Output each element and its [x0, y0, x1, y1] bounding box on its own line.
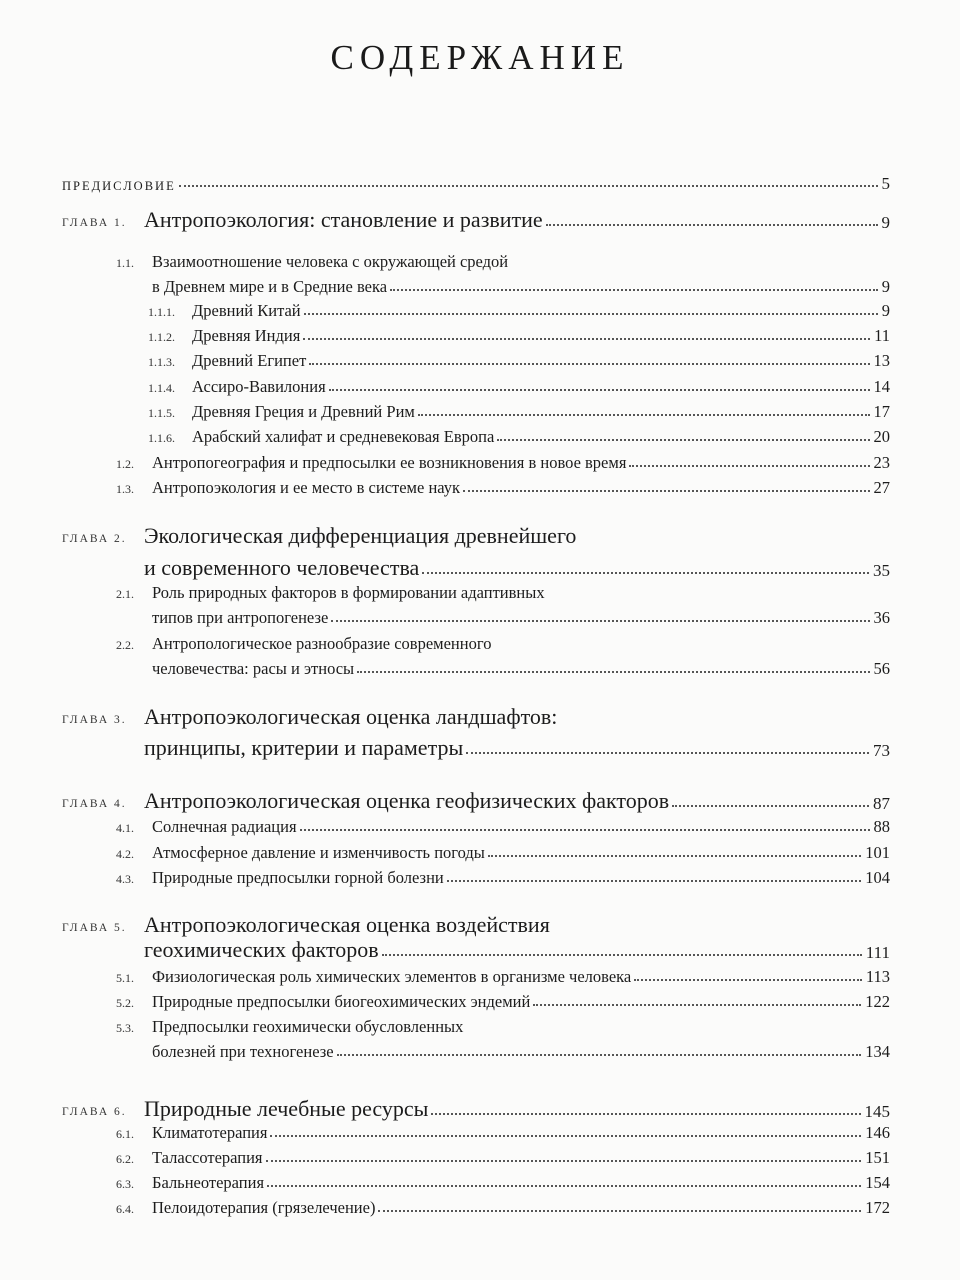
toc-entry-preface	[62, 175, 890, 192]
toc-section	[62, 1150, 890, 1167]
toc-section	[62, 636, 890, 653]
subsection-number: 1.1.6.	[148, 430, 175, 445]
dot-leader	[357, 671, 869, 673]
toc-page-number: 9	[881, 301, 890, 320]
toc-section	[62, 455, 890, 472]
dot-leader	[309, 363, 869, 365]
subsection-title: Древняя Греция и Древний Рим	[192, 402, 415, 421]
toc-chapter-continued	[62, 557, 890, 579]
toc-section	[62, 1175, 890, 1192]
toc-page-number: 13	[873, 351, 890, 370]
chapter-prefix: ГЛАВА 6.	[62, 1105, 127, 1118]
toc-subsection	[62, 404, 890, 421]
toc-section	[62, 845, 890, 862]
subsection-title: Ассиро-Вавилония	[192, 377, 326, 396]
dot-leader	[466, 752, 869, 754]
toc-section	[62, 480, 890, 497]
section-title: Антропогеография и предпосылки ее возникновения в новое время	[152, 453, 627, 472]
dot-leader	[431, 1113, 860, 1115]
toc-page-number: 11	[874, 326, 890, 345]
toc-section	[62, 585, 890, 602]
page-title: СОДЕРЖАНИЕ	[330, 38, 630, 77]
chapter-prefix: ГЛАВА 3.	[62, 713, 127, 726]
toc-page-number: 88	[873, 817, 890, 836]
toc-page-number: 9	[881, 213, 890, 232]
chapter-title: геохимических факторов	[144, 937, 379, 962]
section-number: 6.2.	[116, 1151, 134, 1166]
chapter-title: Антропоэкологическая оценка геофизических факторов	[144, 788, 670, 813]
toc-page-number: 9	[881, 277, 890, 296]
toc-page-number: 122	[865, 992, 890, 1011]
subsection-number: 1.1.5.	[148, 405, 175, 420]
toc-page-number: 14	[873, 377, 890, 396]
toc-section	[62, 969, 890, 986]
chapter-title: Антропоэкологическая оценка ландшафтов:	[144, 704, 558, 729]
chapter-title: Природные лечебные ресурсы	[144, 1096, 429, 1121]
toc-subsection	[62, 429, 890, 446]
dot-leader	[447, 880, 862, 882]
toc-chapter-3	[62, 706, 890, 728]
chapter-title: Экологическая дифференциация древнейшего	[144, 523, 577, 548]
section-title: Природные предпосылки горной болезни	[152, 868, 444, 887]
subsection-number: 1.1.3.	[148, 354, 175, 369]
chapter-title: Антропоэкология: становление и развитие	[144, 207, 543, 232]
dot-leader	[546, 224, 878, 226]
subsection-title: Древний Египет	[192, 351, 307, 370]
section-title: болезней при техногенезе	[152, 1042, 334, 1061]
toc-entry-title: ПРЕДИСЛОВИЕ	[62, 178, 176, 193]
toc-page-number: 146	[865, 1123, 890, 1142]
toc-section	[62, 1125, 890, 1142]
toc-page-number: 101	[865, 843, 890, 862]
dot-leader	[488, 855, 861, 857]
section-number: 6.4.	[116, 1201, 134, 1216]
dot-leader	[331, 620, 869, 622]
section-title: человечества: расы и этносы	[152, 659, 355, 678]
dot-leader	[304, 313, 878, 315]
dot-leader	[267, 1185, 861, 1187]
section-number: 5.2.	[116, 995, 134, 1010]
toc-chapter-1	[62, 209, 890, 231]
subsection-number: 1.1.1.	[148, 304, 175, 319]
section-title: Предпосылки геохимически обусловленных	[152, 1017, 464, 1036]
dot-leader	[179, 185, 878, 187]
toc-section-continued	[62, 279, 890, 296]
section-title: Роль природных факторов в формировании адаптивных	[152, 583, 545, 602]
toc-page-number: 27	[873, 478, 890, 497]
toc-subsection	[62, 328, 890, 345]
toc-chapter-6	[62, 1098, 890, 1120]
toc-subsection	[62, 303, 890, 320]
toc-subsection	[62, 379, 890, 396]
section-title: в Древнем мире и в Средние века	[152, 277, 388, 296]
table-of-contents	[62, 0, 890, 1280]
subsection-number: 1.1.2.	[148, 329, 175, 344]
toc-section-continued	[62, 610, 890, 627]
section-number: 1.2.	[116, 456, 134, 471]
section-number: 2.1.	[116, 586, 134, 601]
toc-section	[62, 1019, 890, 1036]
section-title: Взаимоотношение человека с окружающей средой	[152, 252, 509, 271]
toc-page-number: 154	[865, 1173, 890, 1192]
subsection-title: Древняя Индия	[192, 326, 301, 345]
toc-page-number: 104	[865, 868, 890, 887]
dot-leader	[329, 389, 870, 391]
toc-chapter-continued	[62, 939, 890, 961]
toc-section	[62, 819, 890, 836]
section-title: Антропоэкология и ее место в системе наук	[152, 478, 461, 497]
dot-leader	[266, 1160, 862, 1162]
toc-page-number: 5	[881, 174, 890, 193]
toc-page-number: 172	[865, 1198, 890, 1217]
toc-page-number: 145	[864, 1102, 890, 1121]
toc-page-number: 35	[873, 561, 890, 580]
section-title: Физиологическая роль химических элементов в организме человека	[152, 967, 632, 986]
toc-section	[62, 870, 890, 887]
toc-section	[62, 254, 890, 271]
section-number: 6.3.	[116, 1176, 134, 1191]
toc-subsection	[62, 353, 890, 370]
section-number: 4.2.	[116, 846, 134, 861]
dot-leader	[629, 465, 869, 467]
toc-page-number: 87	[873, 794, 890, 813]
toc-page-number: 73	[873, 741, 890, 760]
toc-page-number: 151	[865, 1148, 890, 1167]
chapter-title: и современного человечества	[144, 555, 420, 580]
dot-leader	[533, 1004, 861, 1006]
section-title: Талассотерапия	[152, 1148, 263, 1167]
subsection-title: Древний Китай	[192, 301, 301, 320]
dot-leader	[422, 572, 869, 574]
section-number: 1.3.	[116, 481, 134, 496]
chapter-prefix: ГЛАВА 4.	[62, 797, 127, 810]
section-title: Природные предпосылки биогеохимических эндемий	[152, 992, 531, 1011]
dot-leader	[672, 805, 869, 807]
toc-section-continued	[62, 1044, 890, 1061]
chapter-title: Антропоэкологическая оценка воздействия	[144, 912, 550, 937]
chapter-prefix: ГЛАВА 2.	[62, 532, 127, 545]
section-title: Бальнеотерапия	[152, 1173, 265, 1192]
dot-leader	[497, 439, 869, 441]
dot-leader	[303, 338, 870, 340]
section-number: 4.1.	[116, 820, 134, 835]
section-number: 4.3.	[116, 871, 134, 886]
dot-leader	[382, 954, 862, 956]
section-number: 6.1.	[116, 1126, 134, 1141]
section-number: 2.2.	[116, 637, 134, 652]
section-title: типов при антропогенезе	[152, 608, 329, 627]
toc-section	[62, 1200, 890, 1217]
toc-page-number: 134	[865, 1042, 890, 1061]
section-number: 5.3.	[116, 1020, 134, 1035]
chapter-prefix: ГЛАВА 5.	[62, 921, 127, 934]
section-title: Пелоидотерапия (грязелечение)	[152, 1198, 376, 1217]
toc-section-continued	[62, 661, 890, 678]
toc-page-number: 20	[873, 427, 890, 446]
toc-page-number: 111	[865, 943, 890, 962]
subsection-title: Арабский халифат и средневековая Европа	[192, 427, 495, 446]
section-title: Антропологическое разнообразие современного	[152, 634, 492, 653]
toc-page-number: 36	[873, 608, 890, 627]
section-number: 5.1.	[116, 970, 134, 985]
dot-leader	[300, 829, 870, 831]
toc-chapter-continued	[62, 737, 890, 759]
section-number: 1.1.	[116, 255, 134, 270]
dot-leader	[270, 1135, 861, 1137]
dot-leader	[634, 979, 862, 981]
chapter-prefix: ГЛАВА 1.	[62, 216, 127, 229]
dot-leader	[390, 289, 878, 291]
subsection-number: 1.1.4.	[148, 380, 175, 395]
toc-chapter-5	[62, 914, 890, 936]
toc-section	[62, 994, 890, 1011]
toc-page-number: 113	[865, 967, 890, 986]
toc-page-number: 23	[873, 453, 890, 472]
section-title: Солнечная радиация	[152, 817, 297, 836]
toc-page-number: 56	[873, 659, 890, 678]
dot-leader	[418, 414, 870, 416]
toc-page-number: 17	[873, 402, 890, 421]
dot-leader	[463, 490, 869, 492]
toc-chapter-2	[62, 525, 890, 547]
section-title: Атмосферное давление и изменчивость погоды	[152, 843, 485, 862]
toc-chapter-4	[62, 790, 890, 812]
dot-leader	[378, 1210, 861, 1212]
chapter-title: принципы, критерии и параметры	[144, 735, 464, 760]
section-title: Климатотерапия	[152, 1123, 268, 1142]
dot-leader	[337, 1054, 862, 1056]
